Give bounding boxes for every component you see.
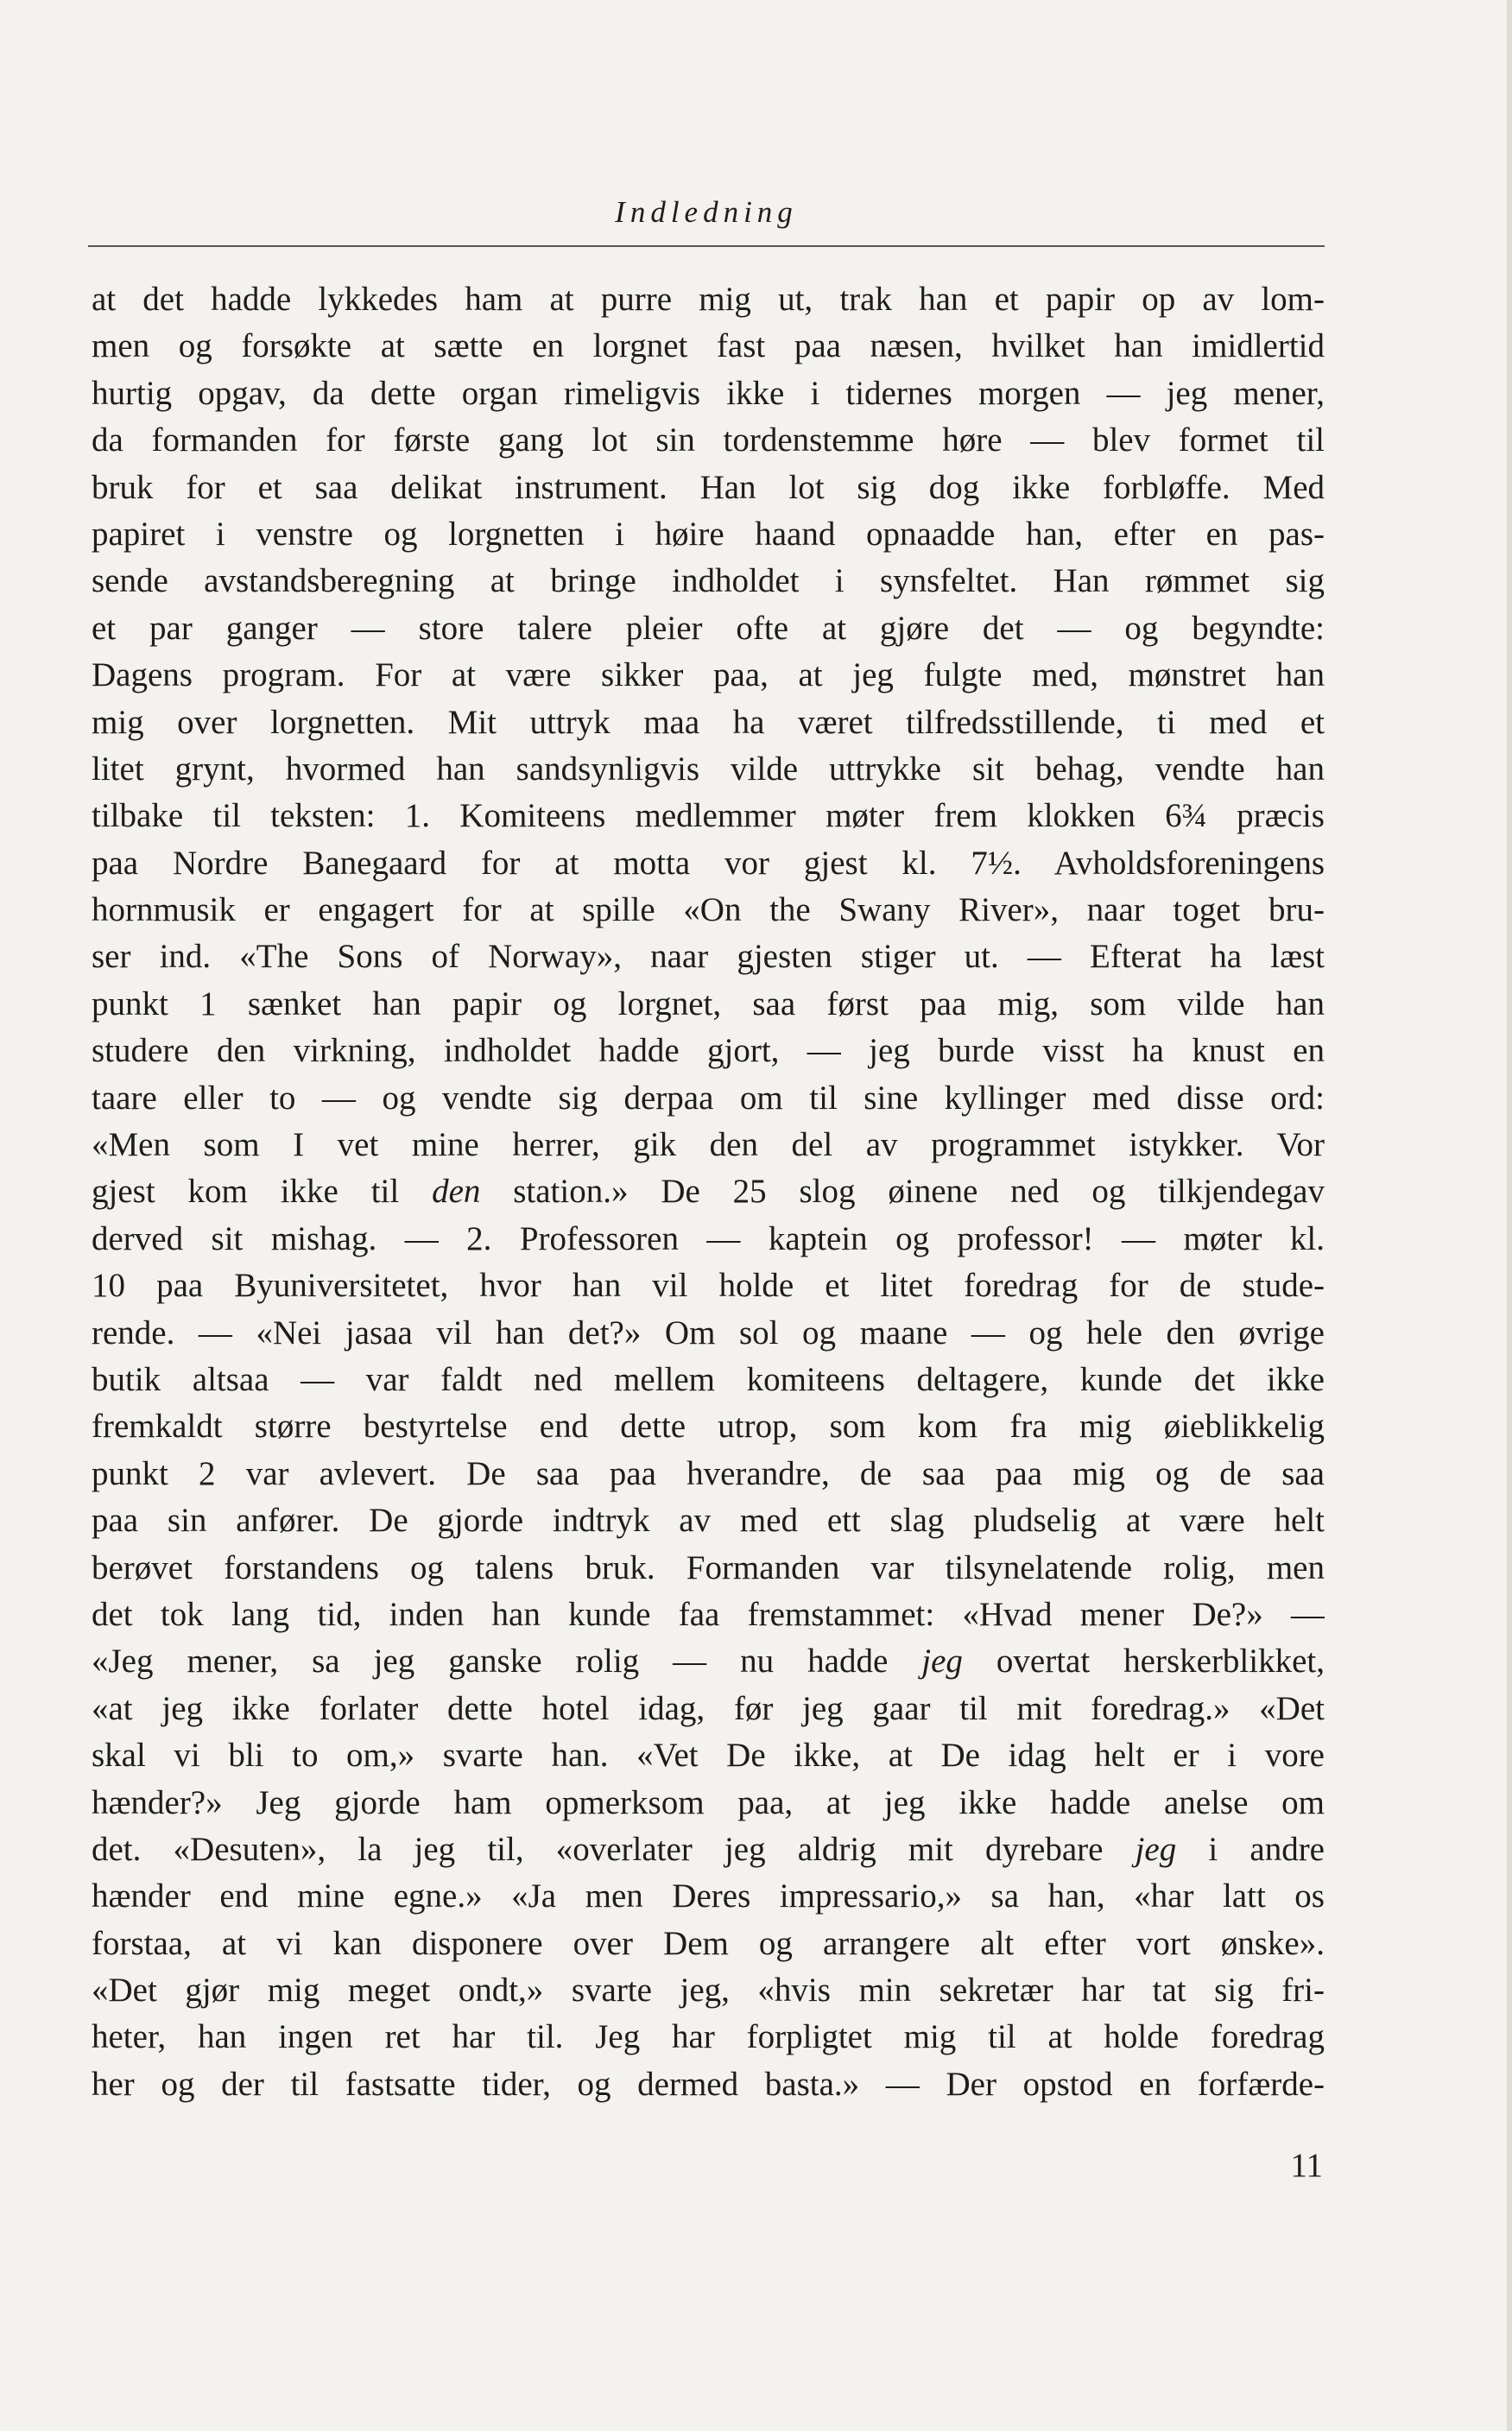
text-line: punkt 1 sænket han papir og lorgnet, saa først paa mig, som vilde han: [92, 984, 1325, 1022]
text-line: her og der til fastsatte tider, og dermed basta.» — Der opstod en forfærde-: [92, 2065, 1325, 2103]
header-rule: [88, 245, 1325, 247]
text-line: «Men som I vet mine herrer, gik den del av programmet istykker. Vor: [92, 1126, 1325, 1164]
text-run: i andre: [1176, 1830, 1325, 1868]
emphasis: jeg: [1135, 1830, 1177, 1868]
text-line: hornmusik er engagert for at spille «On the Swany River», naar toget bru-: [92, 891, 1325, 929]
text-line: «Det gjør mig meget ondt,» svarte jeg, «hvis min sekretær har tat sig fri-: [92, 1972, 1325, 2010]
text-line: butik altsaa — var faldt ned mellem komiteens deltagere, kunde det ikke: [92, 1360, 1325, 1398]
text-line: paa sin anfører. De gjorde indtryk av med ett slag pludselig at være helt: [92, 1502, 1325, 1540]
text-run: «Jeg mener, sa jeg ganske rolig — nu hadde: [92, 1643, 922, 1681]
text-line: forstaa, at vi kan disponere over Dem og arrangere alt efter vort ønske».: [92, 1924, 1325, 1962]
page-edge-shadow: [1507, 0, 1512, 2431]
emphasis: den: [432, 1173, 481, 1211]
text-line: fremkaldt større bestyrtelse end dette utrop, som kom fra mig øieblikkelig: [92, 1408, 1325, 1446]
text-line: hænder end mine egne.» «Ja men Deres impressario,» sa han, «har latt os: [92, 1877, 1325, 1915]
text-line: berøvet forstandens og talens bruk. Formanden var tilsynelatende rolig, men: [92, 1548, 1325, 1586]
text-line: Dagens program. For at være sikker paa, at jeg fulgte med, mønstret han: [92, 656, 1325, 694]
text-line: [92, 1168, 1325, 1215]
text-line: rende. — «Nei jasaa vil han det?» Om sol og maane — og hele den øvrige: [92, 1314, 1325, 1352]
text-line: det tok lang tid, inden han kunde faa fremstammet: «Hvad mener De?» —: [92, 1595, 1325, 1633]
body-text: [92, 276, 1325, 2108]
text-line: da formanden for første gang lot sin tordenstemme høre — blev formet til: [92, 421, 1325, 459]
text-line: [92, 1638, 1325, 1685]
text-line: [92, 1826, 1325, 1873]
text-line: heter, han ingen ret har til. Jeg har forpligtet mig til at holde foredrag: [92, 2018, 1325, 2056]
text-run: gjest kom ikke til: [92, 1173, 433, 1211]
page-number: 11: [1290, 2147, 1323, 2184]
text-line: studere den virkning, indholdet hadde gjort, — jeg burde visst ha knust en: [92, 1032, 1325, 1070]
text-line: ser ind. «The Sons of Norway», naar gjesten stiger ut. — Efterat ha læst: [92, 938, 1325, 976]
text-line: tilbake til teksten: 1. Komiteens medlemmer møter frem klokken 6¾ præcis: [92, 797, 1325, 835]
text-line: papiret i venstre og lorgnetten i høire haand opnaadde han, efter en pas-: [92, 515, 1325, 553]
text-line: hænder?» Jeg gjorde ham opmerksom paa, at jeg ikke hadde anelse om: [92, 1783, 1325, 1821]
text-line: sende avstandsberegning at bringe indholdet i synsfeltet. Han rømmet sig: [92, 562, 1325, 600]
text-line: «at jeg ikke forlater dette hotel idag, før jeg gaar til mit foredrag.» «Det: [92, 1689, 1325, 1727]
text-run: overtat herskerblikket,: [962, 1643, 1325, 1681]
text-line: bruk for et saa delikat instrument. Han lot sig dog ikke forbløffe. Med: [92, 468, 1325, 506]
text-line: paa Nordre Banegaard for at motta vor gjest kl. 7½. Avholdsforeningens: [92, 844, 1325, 882]
text-line: et par ganger — store talere pleier ofte at gjøre det — og begyndte:: [92, 609, 1325, 647]
text-run: det. «Desuten», la jeg til, «overlater jeg aldrig mit dyrebare: [92, 1830, 1136, 1868]
text-line: taare eller to — og vendte sig derpaa om til sine kyllinger med disse ord:: [92, 1079, 1325, 1117]
text-line: derved sit mishag. — 2. Professoren — kaptein og professor! — møter kl.: [92, 1219, 1325, 1257]
running-head: Indledning: [615, 195, 798, 229]
text-line: punkt 2 var avlevert. De saa paa hverandre, de saa paa mig og de saa: [92, 1454, 1325, 1492]
text-line: litet grynt, hvormed han sandsynligvis vilde uttrykke sit behag, vendte han: [92, 750, 1325, 788]
text-line: hurtig opgav, da dette organ rimeligvis ikke i tidernes morgen — jeg mener,: [92, 374, 1325, 412]
text-line: mig over lorgnetten. Mit uttryk maa ha været tilfredsstillende, ti med et: [92, 703, 1325, 741]
text-line: men og forsøkte at sætte en lorgnet fast paa næsen, hvilket han imidlertid: [92, 327, 1325, 365]
text-line: skal vi bli to om,» svarte han. «Vet De ikke, at De idag helt er i vore: [92, 1737, 1325, 1775]
text-line: at det hadde lykkedes ham at purre mig ut, trak han et papir op av lom-: [92, 281, 1325, 318]
emphasis: jeg: [921, 1643, 963, 1681]
text-line: 10 paa Byuniversitetet, hvor han vil holde et litet foredrag for de stude-: [92, 1267, 1325, 1305]
text-run: station.» De 25 slog øinene ned og tilkjendegav: [480, 1173, 1325, 1211]
